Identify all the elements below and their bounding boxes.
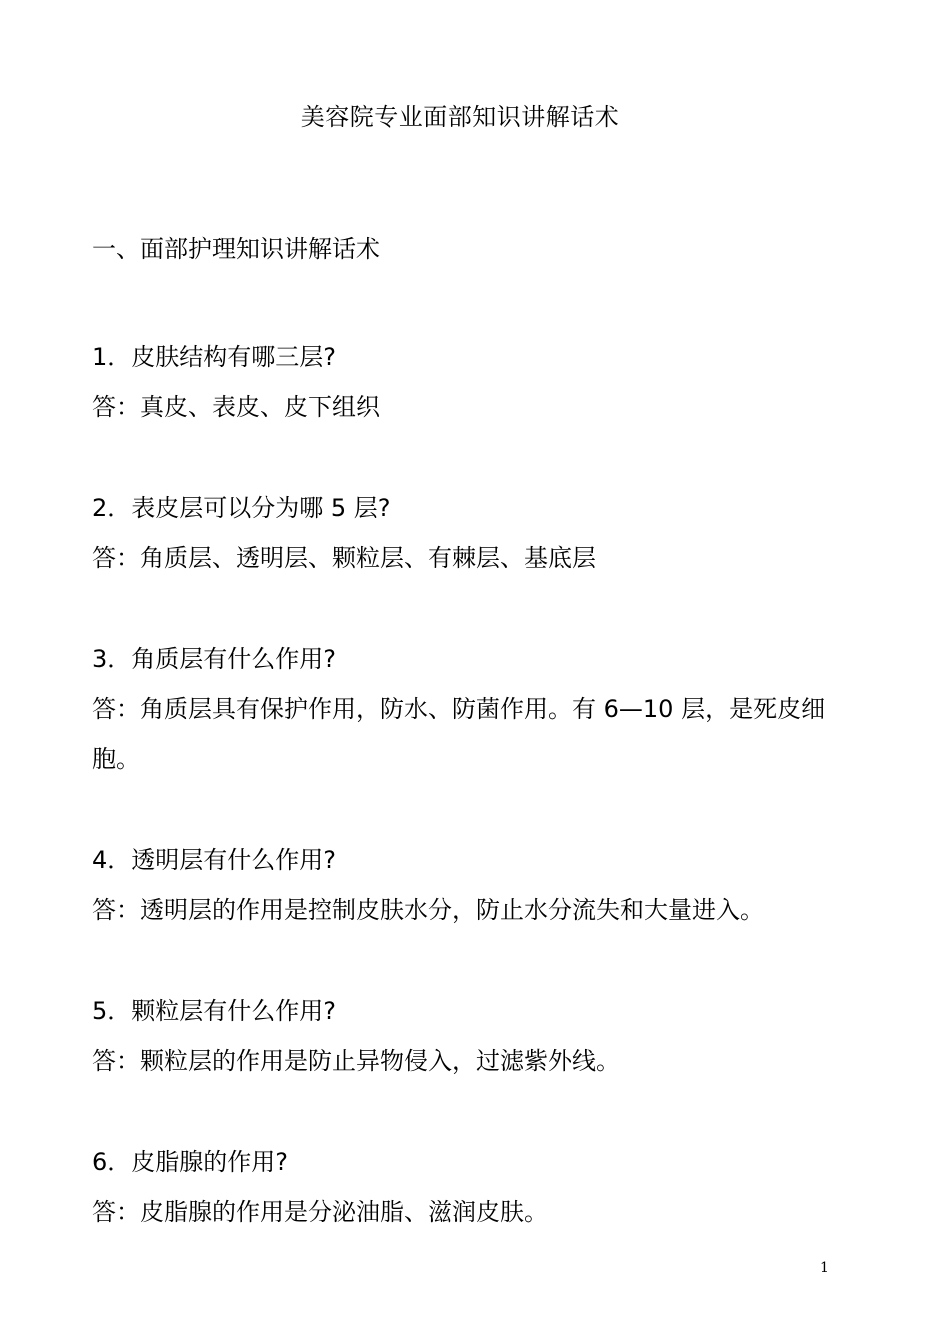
question-text: 5．颗粒层有什么作用? <box>92 997 337 1025</box>
answer-text: 答：角质层、透明层、颗粒层、有棘层、基底层 <box>92 544 596 572</box>
question-text: 3．角质层有什么作用? <box>92 645 337 673</box>
qa-item <box>92 986 837 1086</box>
qa-item <box>92 835 837 935</box>
answer-text: 答：颗粒层的作用是防止异物侵入，过滤紫外线。 <box>92 1047 620 1075</box>
qa-item <box>92 1137 837 1237</box>
answer-text: 答：角质层具有保护作用，防水、防菌作用。有 6—10 层，是死皮细胞。 <box>92 695 826 773</box>
document-title: 美容院专业面部知识讲解话术 <box>300 103 620 131</box>
qa-item <box>92 634 837 784</box>
question-text: 6．皮脂腺的作用? <box>92 1148 289 1176</box>
section-heading: 一、面部护理知识讲解话术 <box>92 235 380 263</box>
page-number: 1 <box>820 1260 829 1276</box>
question-text: 1．皮肤结构有哪三层? <box>92 343 337 371</box>
question-text: 2．表皮层可以分为哪 5 层? <box>92 494 391 522</box>
answer-text: 答：透明层的作用是控制皮肤水分，防止水分流失和大量进入。 <box>92 896 764 924</box>
answer-text: 答：真皮、表皮、皮下组织 <box>92 393 380 421</box>
qa-item <box>92 483 837 583</box>
qa-list <box>92 332 837 1288</box>
qa-item <box>92 332 837 432</box>
answer-text: 答：皮脂腺的作用是分泌油脂、滋润皮肤。 <box>92 1198 548 1226</box>
question-text: 4．透明层有什么作用? <box>92 846 337 874</box>
